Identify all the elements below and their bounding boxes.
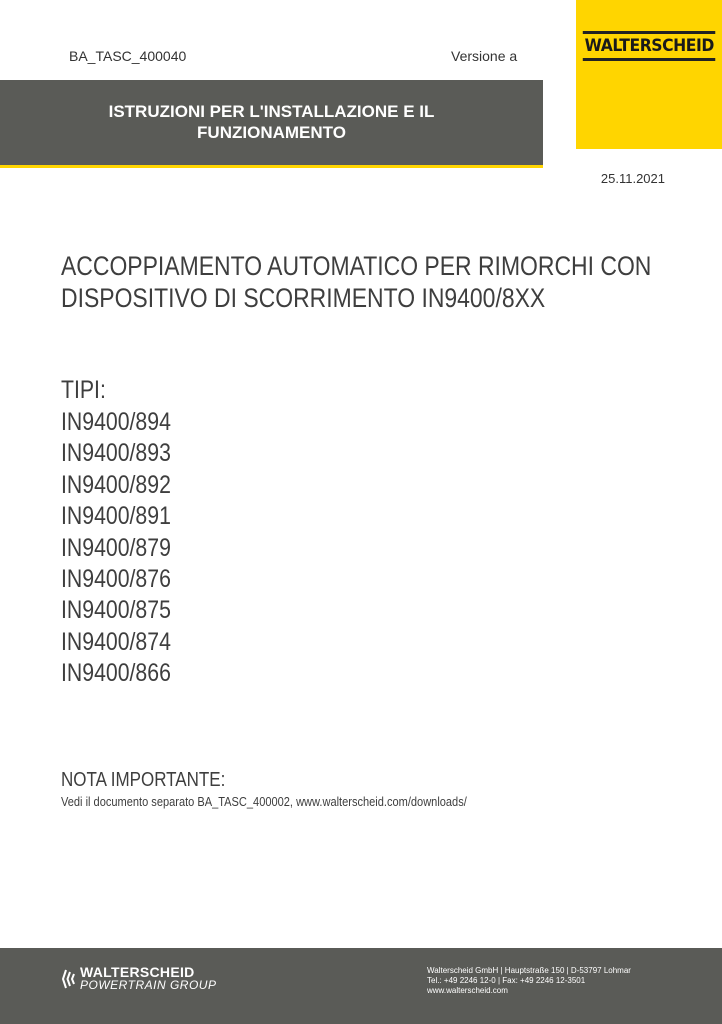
footer-brand: WALTERSCHEID — [80, 964, 195, 980]
type-item: IN9400/874 — [61, 627, 171, 656]
footer-logo — [62, 965, 216, 992]
document-type-title-line1: ISTRUZIONI PER L'INSTALLAZIONE E IL — [108, 102, 435, 121]
walterscheid-logo — [578, 28, 720, 64]
document-code: BA_TASC_400040 — [69, 48, 187, 64]
brand-yellow-block — [576, 0, 722, 149]
document-type-title — [0, 101, 543, 143]
type-item: IN9400/876 — [61, 564, 171, 593]
type-item: IN9400/879 — [61, 533, 171, 562]
type-item: IN9400/892 — [61, 470, 171, 499]
document-version: Versione a — [451, 48, 518, 64]
type-item: IN9400/893 — [61, 439, 171, 468]
header-accent-line — [0, 165, 543, 168]
footer-group: POWERTRAIN GROUP — [80, 978, 217, 992]
footer-website-link[interactable]: www.walterscheid.com — [427, 986, 508, 995]
document-date: 25.11.2021 — [600, 171, 665, 186]
types-heading: TIPI: — [61, 376, 106, 404]
walterscheid-mark-icon — [62, 968, 76, 990]
logo-text: WALTERSCHEID — [583, 31, 716, 61]
product-title-line2: DISPOSITIVO DI SCORRIMENTO IN9400/8XX — [61, 283, 546, 313]
note-text: Vedi il documento separato BA_TASC_400002, www.walterscheid.com/downloads/ — [61, 794, 467, 809]
product-title — [61, 250, 651, 314]
type-item: IN9400/875 — [61, 596, 171, 625]
document-type-title-line2: FUNZIONAMENTO — [197, 123, 346, 142]
type-item: IN9400/866 — [61, 659, 171, 688]
product-title-line1: ACCOPPIAMENTO AUTOMATICO PER RIMORCHI CON — [61, 251, 652, 281]
type-item: IN9400/894 — [61, 408, 171, 436]
type-item: IN9400/891 — [61, 502, 171, 531]
footer-contact-line1: Walterscheid GmbH | Hauptstraße 150 | D-53797 Lohmar — [427, 966, 631, 975]
footer-contact — [427, 966, 631, 996]
footer-contact-line2: Tel.: +49 2246 12-0 | Fax: +49 2246 12-3501 — [427, 976, 586, 985]
types-list — [61, 407, 171, 690]
note-heading: NOTA IMPORTANTE: — [61, 769, 226, 791]
